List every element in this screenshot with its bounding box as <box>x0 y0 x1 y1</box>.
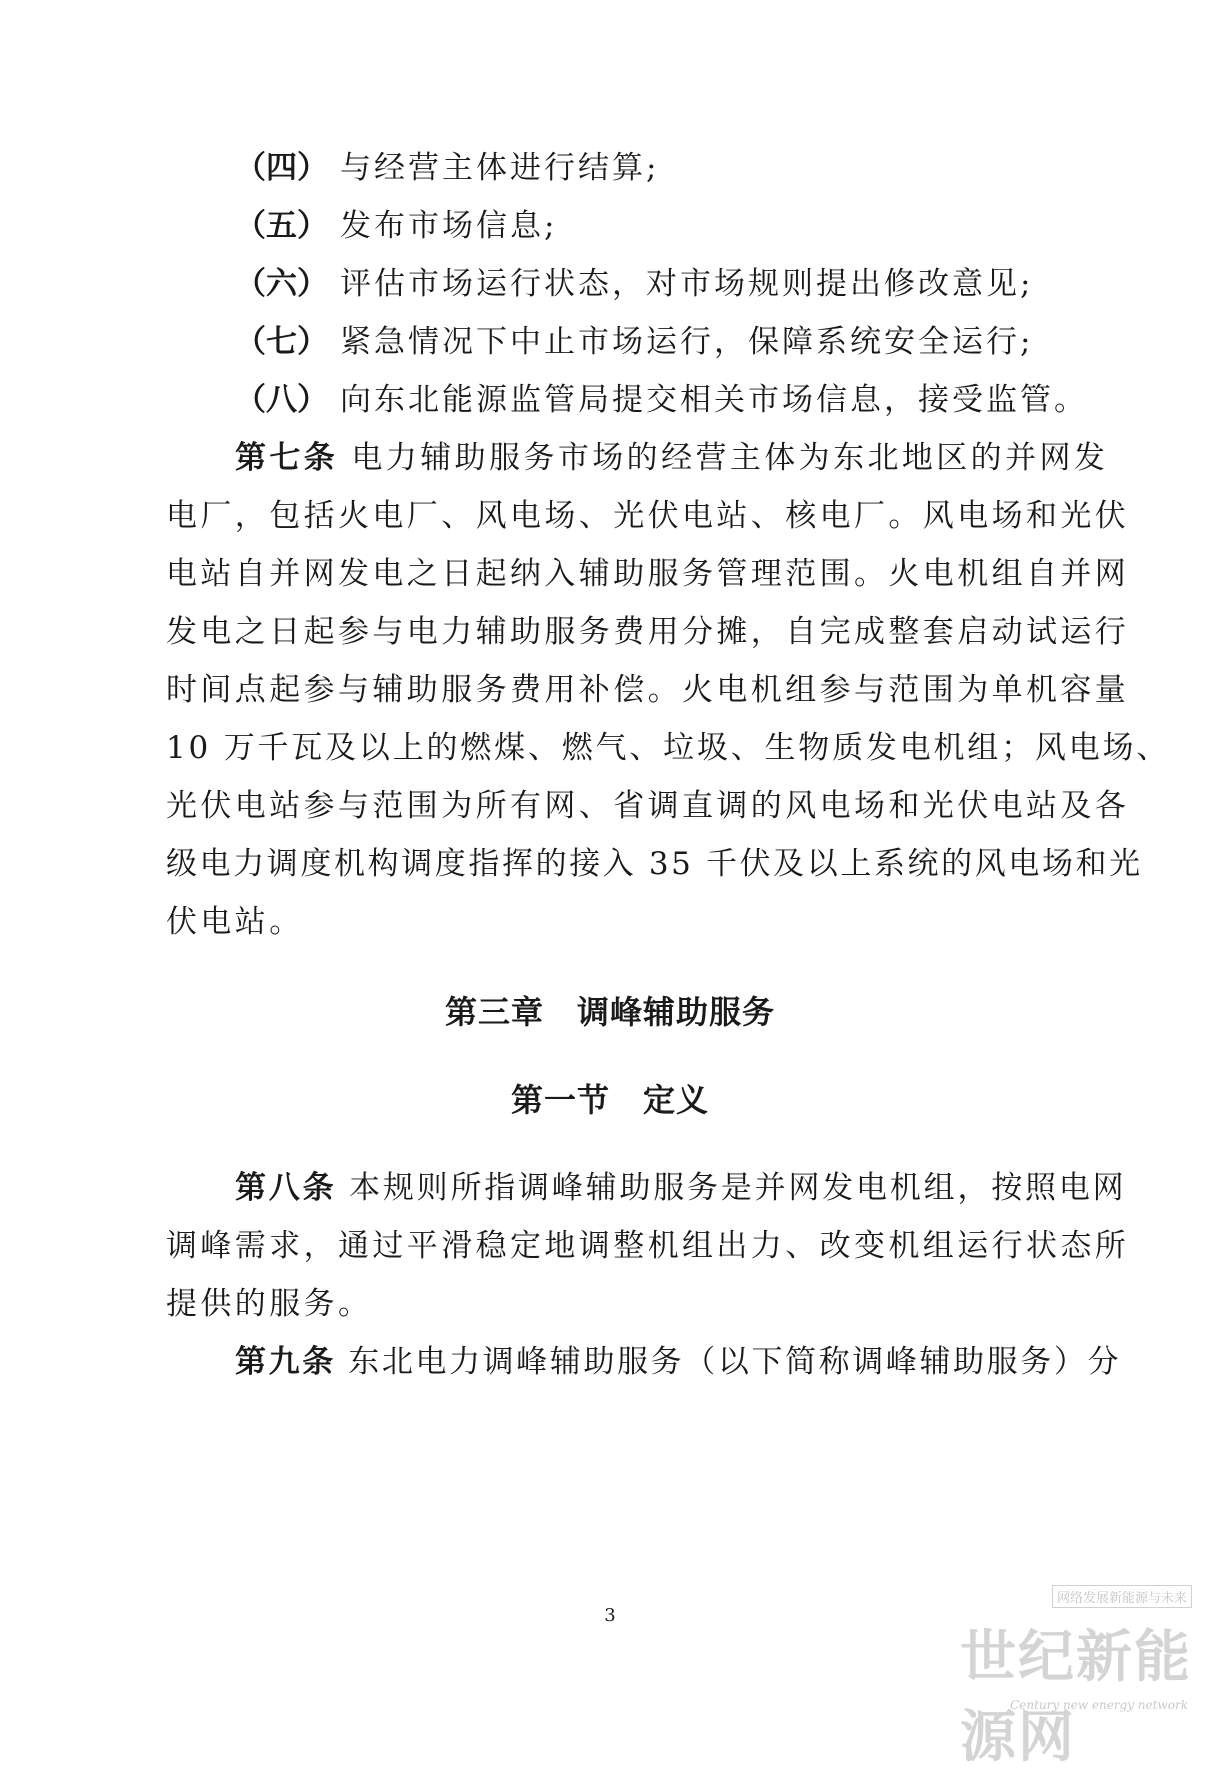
item-text: 发布市场信息; <box>340 208 558 244</box>
item-number: （八） <box>235 382 328 418</box>
article-line: 光伏电站参与范围为所有网、省调直调的风电场和光伏电站及各 <box>166 788 1130 824</box>
watermark-logo <box>960 1585 1210 1770</box>
article-text: 本规则所指调峰辅助服务是并网发电机组，按照电网 <box>349 1170 1127 1206</box>
article-text: 东北电力调峰辅助服务（以下简称调峰辅助服务）分 <box>348 1344 1122 1380</box>
article-line: 时间点起参与辅助服务费用补偿。火电机组参与范围为单机容量 <box>166 672 1130 708</box>
section-title: 第一节 定义 <box>510 1081 709 1119</box>
article-line: 伏电站。 <box>166 904 304 940</box>
item-number: （四） <box>235 150 328 186</box>
article-label: 第九条 <box>235 1344 336 1380</box>
item-number: （六） <box>235 266 328 302</box>
watermark-english-text: Century new energy network <box>1010 1698 1188 1712</box>
item-text: 评估市场运行状态，对市场规则提出修改意见; <box>340 266 1034 302</box>
article-first-line <box>235 438 1108 478</box>
item-number: （五） <box>235 208 328 244</box>
article-label: 第八条 <box>235 1170 337 1206</box>
watermark-logo-text: 世纪新能源网 <box>960 1624 1192 1770</box>
article-line: 电厂，包括火电厂、风电场、光伏电站、核电厂。风电场和光伏 <box>166 498 1130 534</box>
article-text: 电力辅助服务市场的经营主体为东北地区的并网发 <box>351 440 1109 476</box>
item-text: 与经营主体进行结算; <box>340 150 660 186</box>
item-number: （七） <box>235 324 328 360</box>
article-line: 提供的服务。 <box>166 1286 373 1322</box>
item-text: 紧急情况下中止市场运行，保障系统安全运行; <box>340 324 1034 360</box>
article-first-line <box>235 1342 1121 1382</box>
article-line: 调峰需求，通过平滑稳定地调整机组出力、改变机组运行状态所 <box>166 1228 1130 1264</box>
article-line: 级电力调度机构调度指挥的接入 35 千伏及以上系统的风电场和光 <box>166 846 1143 882</box>
page-number: 3 <box>604 1605 616 1626</box>
chapter-title: 第三章 调峰辅助服务 <box>444 993 775 1031</box>
article-label: 第七条 <box>235 440 339 476</box>
item-text: 向东北能源监管局提交相关市场信息，接受监管。 <box>340 382 1088 418</box>
article-first-line <box>235 1168 1126 1208</box>
watermark-box-text: 网络发展新能源与未来 <box>1052 1585 1192 1608</box>
article-line: 电站自并网发电之日起纳入辅助服务管理范围。火电机组自并网 <box>166 556 1130 592</box>
article-line: 发电之日起参与电力辅助服务费用分摊，自完成整套启动试运行 <box>166 614 1130 650</box>
article-line: 10 万千瓦及以上的燃煤、燃气、垃圾、生物质发电机组；风电场、 <box>166 730 1171 766</box>
